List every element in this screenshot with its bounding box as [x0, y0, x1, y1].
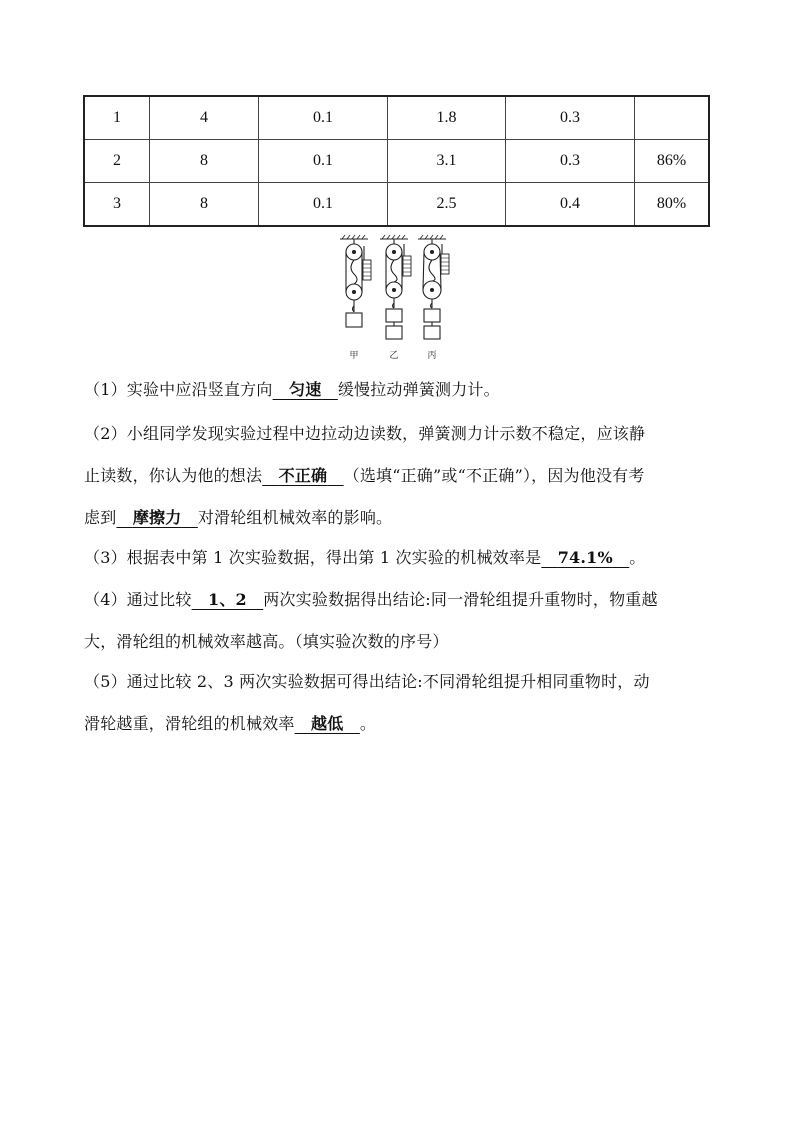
table-cell: 0.1 — [259, 140, 388, 183]
experiment-data-table — [83, 95, 710, 227]
answer-lower: 越低 — [311, 714, 344, 733]
answer-friction: 摩擦力 — [132, 508, 182, 527]
figure-label-jia: 甲 — [349, 351, 359, 361]
table-cell: 3.1 — [388, 140, 506, 183]
answer-uniform-speed: 匀速 — [289, 380, 322, 399]
table-cell: 0.1 — [259, 96, 388, 140]
table-cell — [635, 96, 710, 140]
answer-trials-1-2: 1、2 — [208, 590, 247, 609]
question-1: （1）实验中应沿竖直方向 匀速 缓慢拉动弹簧测力计。 — [84, 380, 500, 399]
table-cell: 86% — [635, 140, 710, 183]
table-cell: 8 — [150, 140, 259, 183]
table-cell: 1 — [84, 96, 150, 140]
table-cell: 2 — [84, 140, 150, 183]
figure-label-bing: 丙 — [427, 351, 437, 361]
question-3: （3）根据表中第 1 次实验数据，得出第 1 次实验的机械效率是 74.1% 。 — [84, 548, 646, 567]
table-cell: 0.1 — [259, 183, 388, 227]
table-cell: 2.5 — [388, 183, 506, 227]
figure-label-yi: 乙 — [389, 351, 399, 361]
table-row — [84, 96, 709, 140]
table-cell: 3 — [84, 183, 150, 227]
table-cell: 0.3 — [506, 96, 635, 140]
question-2: （2）小组同学发现实验过程中边拉动边读数，弹簧测力计示数不稳定，应该静 止读数，你认为他的想法 不正确 （选填“正确”或“不正确”），因为他没有考 虑到 摩擦力 对滑轮组机械效率的影响。 — [84, 424, 646, 527]
table-cell: 8 — [150, 183, 259, 227]
table-cell: 0.4 — [506, 183, 635, 227]
table-row — [84, 183, 709, 227]
table-row — [84, 140, 709, 183]
table-cell: 1.8 — [388, 96, 506, 140]
answer-incorrect: 不正确 — [278, 466, 328, 485]
pulley-system-figure — [334, 232, 458, 362]
table-cell: 80% — [635, 183, 710, 227]
table-cell: 0.3 — [506, 140, 635, 183]
question-5: （5）通过比较 2、3 两次实验数据可得出结论:不同滑轮组提升相同重物时，动 滑轮越重，滑轮组的机械效率 越低 。 — [84, 672, 650, 733]
table-cell: 4 — [150, 96, 259, 140]
answer-efficiency: 74.1% — [557, 548, 613, 567]
question-4: （4）通过比较 1、2 两次实验数据得出结论:同一滑轮组提升重物时，物重越 大，滑轮组的机械效率越高。（填实验次数的序号） — [84, 590, 658, 651]
